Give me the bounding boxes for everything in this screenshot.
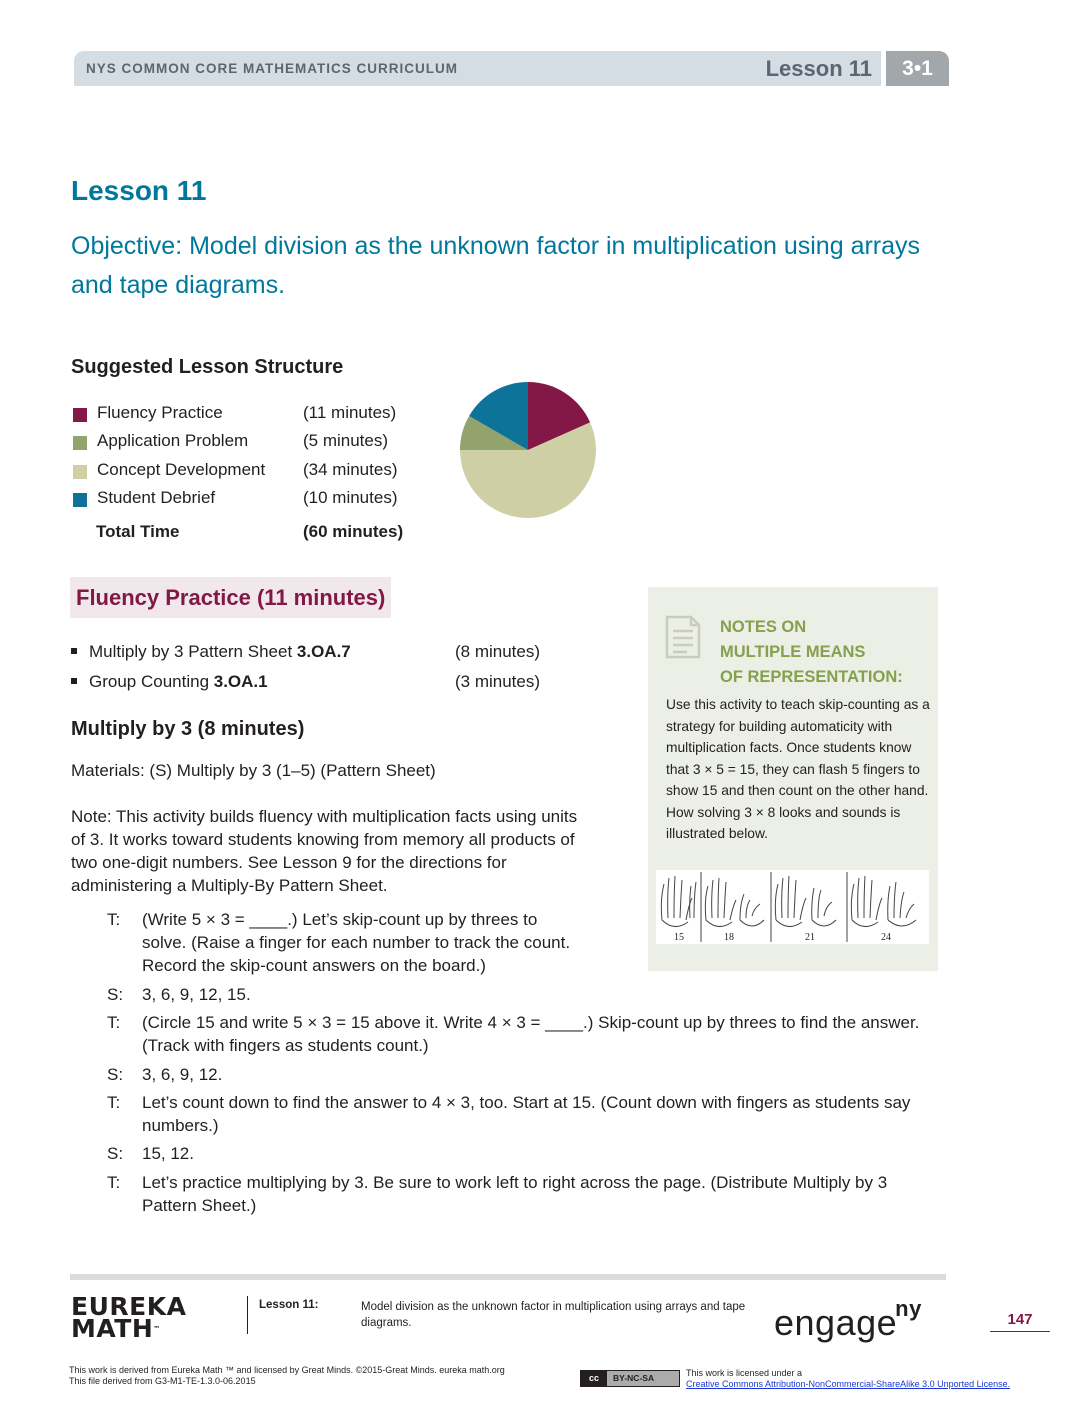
dialogue-text: 3, 6, 9, 12.	[142, 1065, 223, 1084]
dialogue-speaker: T:	[107, 1173, 121, 1192]
license-text: This work is licensed under a	[686, 1368, 803, 1378]
footer-divider	[247, 1296, 248, 1334]
dialogue-line	[71, 1091, 941, 1137]
notes-title: NOTES ON MULTIPLE MEANS OF REPRESENTATION:	[720, 618, 903, 686]
footer-rule	[70, 1274, 946, 1280]
dialogue-speaker: T:	[107, 1013, 121, 1032]
engageny-logo: engage$^{ny}$	[774, 1296, 922, 1343]
structure-row-name: Student Debrief	[97, 488, 216, 507]
eureka-math-logo: EUREKA MATH™	[71, 1292, 187, 1343]
fluency-heading: Fluency Practice (11 minutes)	[70, 577, 391, 618]
dialogue-line	[71, 908, 571, 978]
structure-row-name: Concept Development	[97, 460, 266, 479]
structure-row-minutes: (5 minutes)	[303, 431, 389, 450]
dialogue-speaker: T:	[107, 910, 121, 929]
page-title: Lesson 11	[71, 175, 207, 206]
dialogue-line	[71, 1142, 941, 1165]
bullet-icon	[71, 648, 77, 654]
dialogue-speaker: S:	[107, 1065, 124, 1084]
standard-code: 3.OA.1	[213, 672, 268, 691]
legend-swatch-concept	[73, 465, 87, 479]
structure-row-name: Fluency Practice	[97, 403, 223, 422]
fluency-item-label: Group Counting 3.OA.1	[89, 672, 268, 691]
dialogue-text: 3, 6, 9, 12, 15.	[142, 985, 251, 1004]
count-label: 24	[881, 932, 891, 943]
dialogue-text: Let’s practice multiplying by 3. Be sure to work left to right across the page. (Distribute Multiply by 3 Pattern Sheet.)	[142, 1173, 888, 1215]
structure-row-name: Application Problem	[97, 431, 249, 450]
structure-row-minutes: (10 minutes)	[303, 488, 398, 507]
activity-title: Multiply by 3 (8 minutes)	[71, 718, 305, 740]
legend-swatch-fluency	[73, 408, 87, 422]
count-label: 15	[674, 932, 684, 943]
bullet-icon	[71, 678, 77, 684]
footer-lesson-desc: Model division as the unknown factor in multiplication using arrays and tape diagrams.	[361, 1301, 746, 1329]
legend-swatch-debrief	[73, 493, 87, 507]
dialogue-line	[71, 1063, 941, 1086]
dialogue-text: 15, 12.	[142, 1144, 194, 1163]
dialogue-line	[71, 1011, 941, 1057]
materials-line: Materials: (S) Multiply by 3 (1–5) (Pattern Sheet)	[71, 761, 436, 780]
fluency-item-minutes: (3 minutes)	[455, 672, 541, 691]
license-link[interactable]: Creative Commons Attribution-NonCommercial-ShareAlike 3.0 Unported License.	[686, 1379, 1011, 1389]
structure-row-minutes: (11 minutes)	[303, 403, 397, 422]
page-number: 147	[990, 1311, 1050, 1332]
structure-row-minutes: (34 minutes)	[303, 460, 398, 479]
cc-icon: cc	[581, 1371, 607, 1386]
dialogue-text: (Circle 15 and write 5 × 3 = 15 above it. Write 4 × 3 = ____.) Skip-count up by threes to find the answer. (Track with fingers as students count.)	[142, 1013, 920, 1055]
header-lesson: Lesson 11	[765, 56, 872, 81]
curriculum-label: NYS COMMON CORE MATHEMATICS CURRICULUM	[86, 61, 458, 76]
total-time-label: Total Time	[96, 522, 180, 541]
credit-line: This work is derived from Eureka Math ™ and licensed by Great Minds. ©2015-Great Minds. eureka math.org	[69, 1365, 505, 1375]
dialogue-text: Let’s count down to find the answer to 4 × 3, too. Start at 15. (Count down with fingers as students say numbers.)	[142, 1093, 911, 1135]
fluency-item-minutes: (8 minutes)	[455, 642, 541, 661]
credit-line: This file derived from G3-M1-TE-1.3.0-06.2015	[69, 1376, 256, 1386]
finger-counting-illustration	[656, 870, 929, 944]
dialogue-text: (Write 5 × 3 = ____.) Let’s skip-count up by threes to solve. (Raise a finger for each number to track the count. Record the skip-count answers on the board.)	[142, 910, 571, 975]
activity-note: Note: This activity builds fluency with multiplication facts using units of 3. It works toward students knowing from memory all products of two one-digit numbers. See Lesson 9 for the directions for administering a Multiply-By Pattern Sheet.	[71, 807, 578, 895]
dialogue-speaker: S:	[107, 985, 124, 1004]
dialogue-line	[71, 1171, 941, 1217]
dialogue-speaker: T:	[107, 1093, 121, 1112]
cc-license-badge: cc BY-NC-SA	[580, 1370, 680, 1387]
count-label: 21	[805, 932, 815, 943]
footer-lesson-label: Lesson 11:	[259, 1299, 319, 1311]
total-time-minutes: (60 minutes)	[303, 522, 404, 541]
lesson-structure-pie	[458, 380, 598, 520]
notes-body: Use this activity to teach skip-counting as a strategy for building automaticity with multiplication facts. Once students know that 3 × 5 = 15, they can flash 5 fingers to show 15 and then count on the other hand. How solving 3 × 8 looks and sounds is illustrated below.	[666, 697, 930, 841]
count-label: 18	[724, 932, 734, 943]
objective: Objective: Model division as the unknown factor in multiplication using arrays and tape diagrams.	[71, 232, 921, 299]
dialogue-speaker: S:	[107, 1144, 124, 1163]
structure-title: Suggested Lesson Structure	[71, 356, 344, 378]
standard-code: 3.OA.7	[296, 642, 351, 661]
dialogue-line	[71, 983, 941, 1006]
fluency-item-label: Multiply by 3 Pattern Sheet 3.OA.7	[89, 642, 351, 661]
legend-swatch-application	[73, 436, 87, 450]
notes-document-icon	[665, 613, 701, 659]
module-badge: 3•1	[886, 51, 949, 86]
